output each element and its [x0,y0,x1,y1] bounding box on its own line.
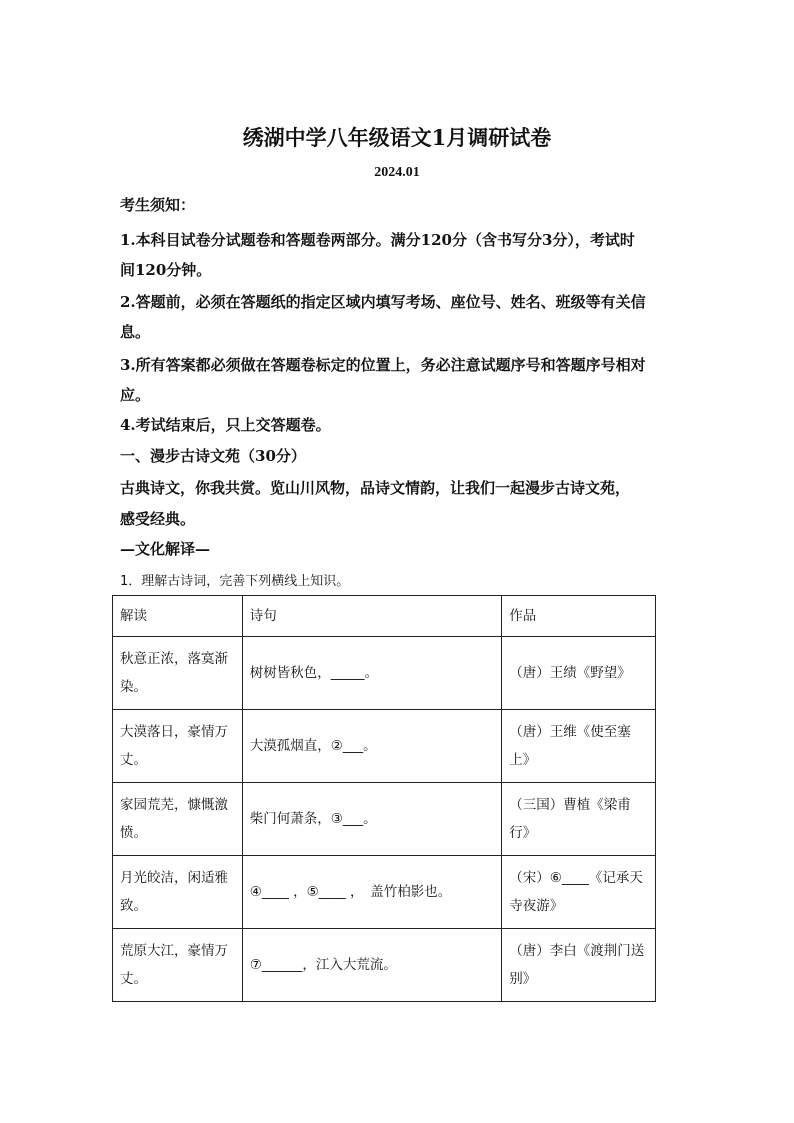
work-cell: （唐）王绩《野望》 [502,637,656,710]
header-verse: 诗句 [242,596,502,637]
work-cell: （唐）李白《渡荆门送别》 [502,929,656,1002]
poetry-table [112,595,656,1002]
work-cell: （三国）曹植《梁甫行》 [502,783,656,856]
table-row [113,783,656,856]
verse-cell: ④____ ，⑤____ ， 盖竹柏影也。 [242,856,502,929]
verse-cell: 树树皆秋色，_____。 [242,637,502,710]
intro-line: 感受经典。 [120,510,196,528]
interpretation-cell: 大漠落日，豪情万丈。 [113,710,243,783]
intro-line: 古典诗文，你我共赏。览山川风物，品诗文情韵，让我们一起漫步古诗文苑， [120,479,631,497]
table-row [113,710,656,783]
interpretation-cell: 荒原大江，豪情万丈。 [113,929,243,1002]
notice-line: 4.考试结束后，只上交答题卷。 [120,416,331,434]
table-row [113,856,656,929]
notice-line: 间120分钟。 [120,261,212,279]
exam-title: 绣湖中学八年级语文1月调研试卷 [242,125,552,150]
notice-line: 3.所有答案都必须做在答题卷标定的位置上，务必注意试题序号和答题序号相对 [120,356,646,374]
interpretation-cell: 家园荒芜，慷慨激愤。 [113,783,243,856]
notice-heading: 考生须知： [120,196,196,214]
question-1: 1．理解古诗词，完善下列横线上知识。 [120,574,350,589]
header-interpretation: 解读 [113,596,243,637]
verse-cell: 柴门何萧条，③___。 [242,783,502,856]
verse-cell: ⑦______，江入大荒流。 [242,929,502,1002]
table-header-row [113,596,656,637]
table-row [113,929,656,1002]
table-row [113,637,656,710]
notice-line: 1.本科目试卷分试题卷和答题卷两部分。满分120分（含书写分3分），考试时 [120,231,635,249]
work-cell: （宋）⑥____《记承天寺夜游》 [502,856,656,929]
interpretation-cell: 月光皎洁，闲适雅致。 [113,856,243,929]
exam-date: 2024.01 [374,165,420,180]
verse-cell: 大漠孤烟直，②___。 [242,710,502,783]
section-heading: 一、漫步古诗文苑（30分） [120,447,306,465]
header-work: 作品 [502,596,656,637]
notice-line: 应。 [120,386,151,404]
subheading: —文化解译— [120,540,211,558]
notice-line: 息。 [120,323,151,341]
interpretation-cell: 秋意正浓，落寞渐染。 [113,637,243,710]
work-cell: （唐）王维《使至塞上》 [502,710,656,783]
notice-line: 2.答题前，必须在答题纸的指定区域内填写考场、座位号、姓名、班级等有关信 [120,293,646,311]
